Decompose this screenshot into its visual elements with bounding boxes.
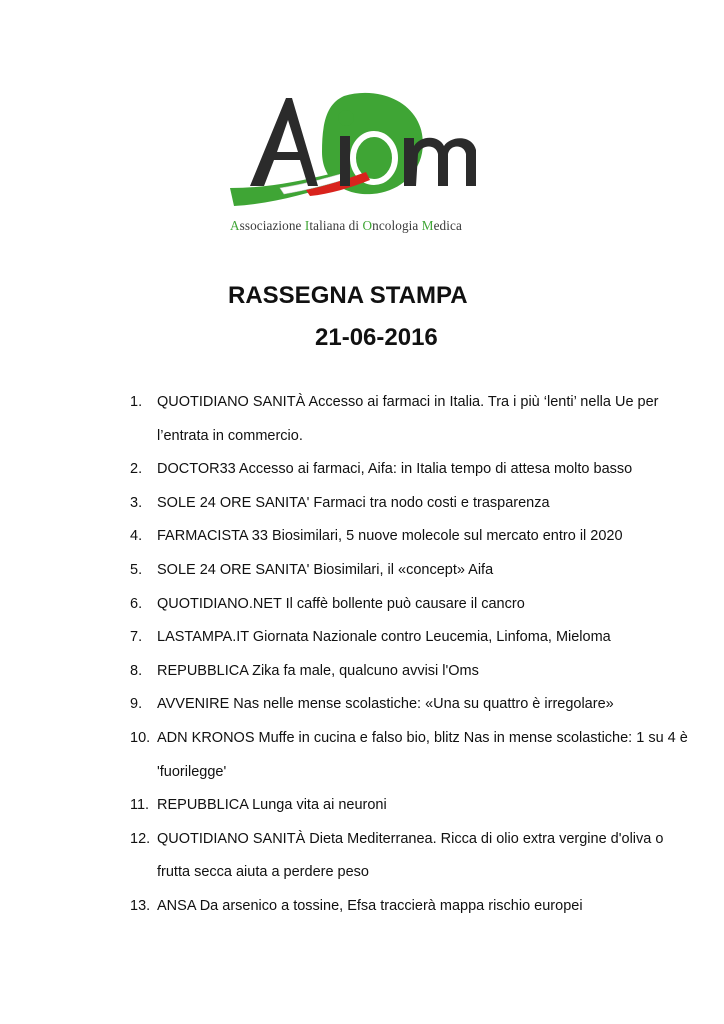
list-item-text: LASTAMPA.IT Giornata Nazionale contro Leucemia, Linfoma, Mieloma — [157, 629, 611, 646]
list-item-text: AVVENIRE Nas nelle mense scolastiche: «Una su quattro è irregolare» — [157, 696, 614, 713]
list-item-text: ADN KRONOS Muffe in cucina e falso bio, blitz Nas in mense scolastiche: 1 su 4 è 'fuorilegge' — [157, 729, 688, 780]
tagline-segment: I — [304, 218, 310, 233]
list-item-text: DOCTOR33 Accesso ai farmaci, Aifa: in Italia tempo di attesa molto basso — [157, 461, 633, 478]
press-review-date: 21-06-2016 — [315, 324, 438, 351]
list-item — [130, 588, 690, 622]
list-item — [130, 520, 690, 554]
list-item-number: 10. — [130, 729, 151, 746]
list-item-number: 6. — [130, 595, 143, 612]
list-item-text: FARMACISTA 33 Biosimilari, 5 nuove molecole sul mercato entro il 2020 — [157, 528, 623, 545]
list-item-text: ANSA Da arsenico a tossine, Efsa traccierà mappa rischio europei — [157, 897, 583, 914]
list-item-number: 2. — [130, 461, 143, 478]
list-item — [130, 621, 690, 655]
list-item-text: REPUBBLICA Zika fa male, qualcuno avvisi l'Oms — [157, 662, 479, 679]
aiom-logo — [226, 88, 496, 248]
list-item-number: 12. — [130, 830, 151, 847]
list-item-number: 11. — [130, 797, 150, 814]
list-item-number: 1. — [130, 394, 143, 410]
list-item — [130, 487, 690, 521]
tagline-segment: A — [230, 218, 240, 233]
list-item-text: QUOTIDIANO SANITÀ Accesso ai farmaci in Italia. Tra i più ‘lenti’ nella Ue per l’entrata in commercio. — [157, 394, 659, 444]
logo-tagline — [230, 218, 462, 234]
logo-letter-i — [340, 136, 350, 186]
tagline-segment: taliana di — [309, 218, 363, 233]
list-item-number: 3. — [130, 494, 143, 511]
list-item-text: QUOTIDIANO.NET Il caffè bollente può causare il cancro — [157, 595, 525, 612]
list-item-text: SOLE 24 ORE SANITA' Biosimilari, il «concept» Aifa — [157, 561, 494, 578]
tagline-segment: edica — [433, 218, 462, 233]
list-item-number: 5. — [130, 561, 143, 578]
aiom-logo-mark — [226, 88, 496, 213]
tagline-segment: ncologia — [372, 218, 422, 233]
list-item-number: 7. — [130, 629, 143, 646]
list-item-number: 8. — [130, 662, 143, 679]
tagline-segment: O — [362, 218, 373, 233]
list-item-text: REPUBBLICA Lunga vita ai neuroni — [157, 797, 387, 814]
list-item — [130, 554, 690, 588]
list-item — [130, 890, 690, 924]
list-item — [130, 722, 690, 789]
list-item — [130, 823, 690, 890]
logo-letter-m — [404, 138, 476, 186]
list-item-number: 13. — [130, 897, 151, 914]
list-item — [130, 386, 690, 453]
list-item-text: SOLE 24 ORE SANITA' Farmaci tra nodo costi e trasparenza — [157, 494, 550, 511]
list-item — [130, 789, 690, 823]
list-item — [130, 453, 690, 487]
list-item — [130, 688, 690, 722]
press-review-list — [130, 386, 690, 924]
list-item — [130, 655, 690, 689]
list-item-text: QUOTIDIANO SANITÀ Dieta Mediterranea. Ricca di olio extra vergine d'oliva o frutta secca aiuta a perdere peso — [157, 830, 664, 881]
tagline-segment: ssociazione — [239, 218, 305, 233]
logo-letter-a — [250, 98, 318, 186]
list-item-number: 9. — [130, 696, 143, 713]
logo-i-dot — [338, 110, 354, 126]
page-title: RASSEGNA STAMPA — [228, 282, 468, 309]
tagline-segment: M — [421, 218, 434, 233]
list-item-number: 4. — [130, 528, 143, 545]
